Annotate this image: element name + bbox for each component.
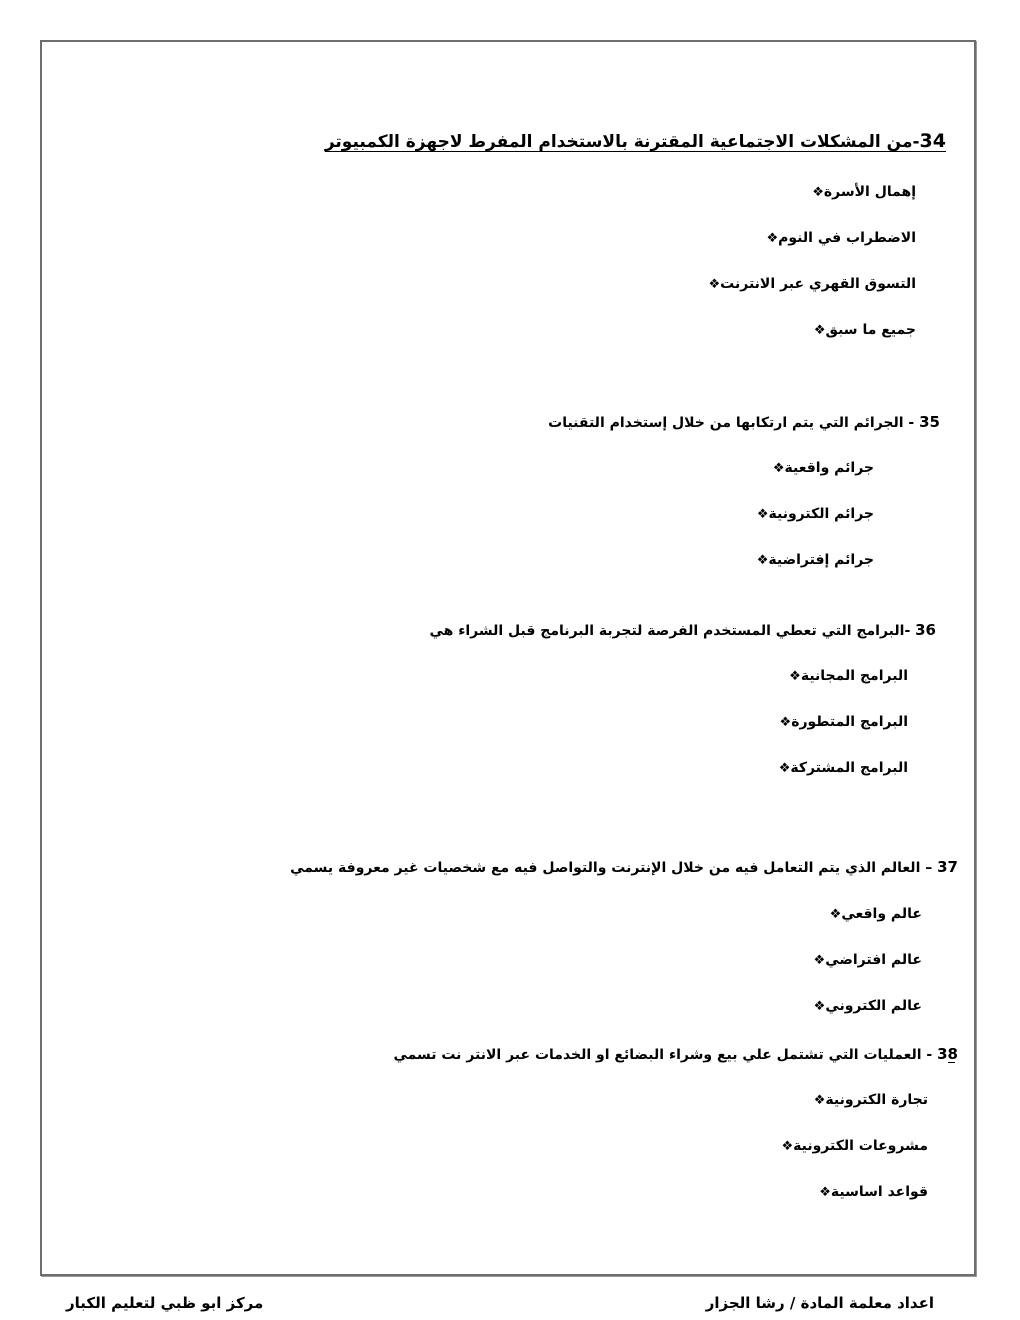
footer-author: اعداد معلمة المادة / رشا الجزار <box>705 1294 934 1312</box>
bullet-icon: ❖ <box>781 1139 794 1154</box>
option-text: جرائم إفتراضية <box>768 552 874 568</box>
option-37-1 <box>816 906 922 922</box>
question-38 <box>393 1045 958 1063</box>
option-36-2 <box>766 714 908 730</box>
question-34 <box>325 130 946 152</box>
page-border <box>40 40 976 1276</box>
option-text: عالم واقعي <box>841 906 922 922</box>
option-38-2 <box>767 1138 928 1154</box>
option-34-1 <box>798 184 916 200</box>
option-text: جرائم الكترونية <box>768 506 874 522</box>
question-38-title <box>393 1045 958 1063</box>
question-number: 34 <box>919 130 946 152</box>
bullet-icon: ❖ <box>778 761 791 776</box>
option-text: عالم الكتروني <box>825 998 922 1014</box>
option-text: جميع ما سبق <box>825 322 916 338</box>
bullet-icon: ❖ <box>812 185 824 200</box>
option-text: الاضطراب في النوم <box>778 230 916 246</box>
question-number: 38 <box>937 1045 958 1063</box>
bullet-icon: ❖ <box>789 669 801 684</box>
bullet-icon: ❖ <box>813 999 826 1014</box>
bullet-icon: ❖ <box>819 1185 831 1200</box>
option-text: التسوق القهري عبر الانترنت <box>720 276 916 292</box>
question-text: العالم الذي يتم التعامل فيه من خلال الإنترنت والتواصل فيه مع شخصيات غير معروفة يسمي <box>290 860 921 876</box>
question-35-title <box>548 413 940 431</box>
option-text: البرامج المجانية <box>800 668 908 684</box>
question-37 <box>290 858 958 876</box>
question-number: 36 <box>915 621 936 639</box>
option-36-1 <box>775 668 908 684</box>
option-34-2 <box>752 230 916 246</box>
question-text: العمليات التي تشتمل علي بيع وشراء البضائع او الخدمات عبر الانتر نت تسمي <box>393 1047 922 1063</box>
option-text: إهمال الأسرة <box>823 184 916 200</box>
question-36-title <box>429 621 936 639</box>
bullet-icon: ❖ <box>813 323 826 338</box>
option-text: البرامج المشتركة <box>790 760 908 776</box>
question-prefix: - <box>912 132 920 152</box>
option-text: البرامج المتطورة <box>791 714 908 730</box>
bullet-icon: ❖ <box>756 553 769 568</box>
question-number: 37 <box>937 858 958 876</box>
question-text: البرامج التي تعطي المستخدم الفرصة لتجربة البرنامج قبل الشراء هي <box>429 623 905 639</box>
option-35-3 <box>743 552 874 568</box>
question-text: من المشكلات الاجتماعية المقترنة بالاستخدام المفرط لاجهزة الكمبيوتر <box>324 132 913 152</box>
option-37-3 <box>800 998 922 1014</box>
option-text: قواعد اساسية <box>830 1184 928 1200</box>
question-prefix: – <box>920 860 938 876</box>
option-38-1 <box>800 1092 928 1108</box>
option-34-4 <box>800 322 916 338</box>
question-34-title <box>325 130 946 152</box>
option-text: عالم افتراضي <box>825 952 922 968</box>
question-number: 35 <box>919 413 940 431</box>
bullet-icon: ❖ <box>772 461 785 476</box>
option-text: مشروعات الكترونية <box>793 1138 928 1154</box>
bullet-icon: ❖ <box>766 231 779 246</box>
question-prefix: - <box>903 415 920 431</box>
bullet-icon: ❖ <box>829 907 842 922</box>
question-36 <box>429 621 936 639</box>
option-text: تجارة الكترونية <box>825 1092 928 1108</box>
question-37-title <box>290 858 958 876</box>
option-text: جرائم واقعية <box>784 460 874 476</box>
bullet-icon: ❖ <box>779 715 792 730</box>
option-36-3 <box>765 760 908 776</box>
question-text: الجرائم التي يتم ارتكابها من خلال إستخدام التقنيات <box>548 415 904 431</box>
option-34-3 <box>695 276 916 292</box>
question-prefix: - <box>921 1047 938 1063</box>
bullet-icon: ❖ <box>813 953 826 968</box>
option-35-2 <box>743 506 874 522</box>
question-prefix: - <box>904 623 916 639</box>
option-38-3 <box>805 1184 928 1200</box>
bullet-icon: ❖ <box>756 507 769 522</box>
bullet-icon: ❖ <box>708 277 721 292</box>
question-35 <box>548 413 940 431</box>
footer-center-name: مركز ابو ظبي لتعليم الكبار <box>66 1294 264 1312</box>
option-35-1 <box>759 460 874 476</box>
bullet-icon: ❖ <box>813 1093 826 1108</box>
option-37-2 <box>800 952 922 968</box>
